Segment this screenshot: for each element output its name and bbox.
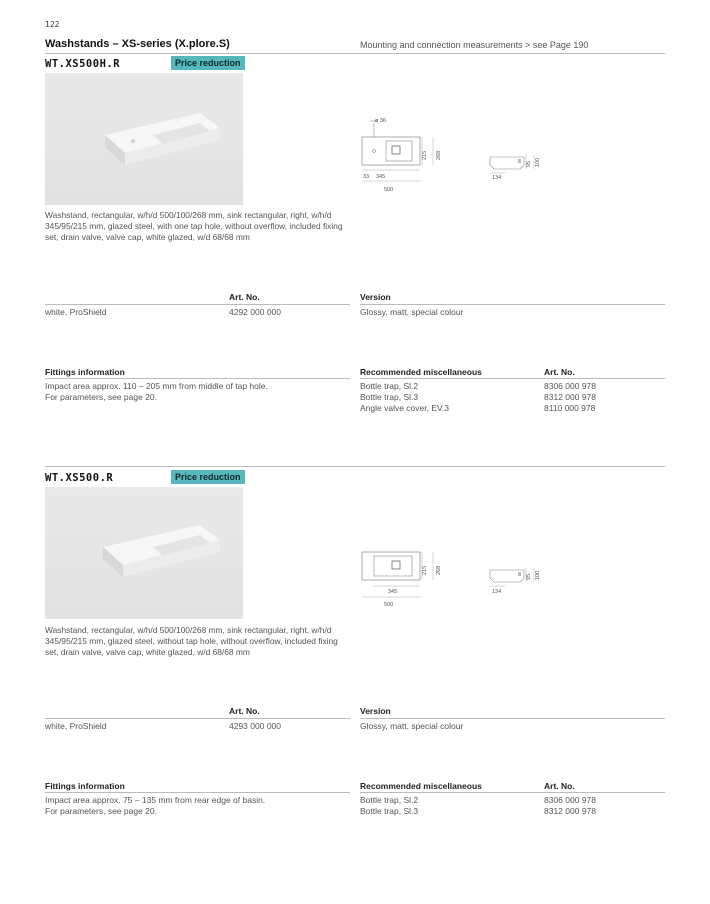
misc-art-header: Art. No. — [544, 781, 575, 791]
version-header: Version — [360, 292, 391, 302]
table-divider — [45, 718, 350, 719]
art-no-value: 4292 000 000 — [229, 307, 281, 317]
misc-item-art: 8306 000 978 — [544, 381, 596, 391]
header-divider — [45, 53, 665, 54]
fittings-line: Impact area approx. 75 – 135 mm from rear edge of basin. — [45, 795, 266, 805]
misc-art-header: Art. No. — [544, 367, 575, 377]
fittings-header: Fittings information — [45, 781, 125, 791]
misc-header: Recommended miscellaneous — [360, 781, 482, 791]
price-reduction-badge: Price reduction — [171, 56, 245, 70]
product-photo — [45, 73, 243, 205]
art-no-header: Art. No. — [229, 706, 260, 716]
misc-item-name: Bottle trap, Sl.3 — [360, 392, 419, 402]
fittings-header: Fittings information — [45, 367, 125, 377]
dim-sink-width: 345 — [388, 589, 398, 595]
product-code: WT.XS500.R — [45, 472, 114, 484]
variant-label: white, ProShield — [45, 307, 107, 317]
table-divider — [360, 792, 665, 793]
version-value: Glossy, matt, special colour — [360, 307, 464, 317]
mounting-reference: Mounting and connection measurements > see Page 190 — [360, 40, 589, 50]
misc-header: Recommended miscellaneous — [360, 367, 482, 377]
table-divider — [45, 792, 350, 793]
misc-item-name: Angle valve cover, EV.3 — [360, 403, 449, 413]
dim-total-width: 500 — [384, 187, 394, 193]
dim-sink-depth: 215 — [422, 150, 428, 160]
fittings-line: Impact area approx. 110 – 205 mm from middle of tap hole. — [45, 381, 268, 391]
dim-side-width: 134 — [492, 589, 502, 595]
table-divider — [360, 378, 665, 379]
product-code: WT.XS500H.R — [45, 58, 121, 70]
misc-item-name: Bottle trap, Sl.2 — [360, 795, 419, 805]
fittings-line: For parameters, see page 20. — [45, 392, 157, 402]
section-divider — [45, 466, 665, 467]
product-description: Washstand, rectangular, w/h/d 500/100/268 mm, sink rectangular, right, w/h/d 345/95/215 mm, glazed steel, without tap hole, without overflow, included fixing set, drain valve, valve cap, white glazed, w/d 68/68 mm — [45, 625, 338, 657]
table-divider — [45, 304, 350, 305]
dim-total-depth: 268 — [436, 150, 442, 160]
dim-offset: 33 — [363, 174, 370, 180]
product-description: Washstand, rectangular, w/h/d 500/100/268 mm, sink rectangular, right, w/h/d 345/95/215 mm, glazed steel, with one tap hole, without overflow, included fixing set, drain valve, valve cap, white glazed, w/d 68/68 mm — [45, 210, 343, 242]
misc-item-art: 8312 000 978 — [544, 806, 596, 816]
fittings-line: For parameters, see page 20. — [45, 806, 157, 816]
dimension-drawing — [358, 548, 558, 614]
dim-side-width: 134 — [492, 175, 502, 181]
dim-sink-depth: 215 — [422, 565, 428, 575]
dim-tap-hole: ø 36 — [375, 118, 387, 124]
table-divider — [45, 378, 350, 379]
misc-item-art: 8110 000 978 — [544, 403, 596, 413]
misc-item-art: 8306 000 978 — [544, 795, 596, 805]
price-reduction-badge: Price reduction — [171, 470, 245, 484]
table-divider — [360, 304, 665, 305]
page-title: Washstands – XS-series (X.plore.S) — [45, 38, 230, 50]
product-photo — [45, 487, 243, 619]
misc-item-name: Bottle trap, Sl.3 — [360, 806, 419, 816]
variant-label: white, ProShield — [45, 721, 107, 731]
misc-item-art: 8312 000 978 — [544, 392, 596, 402]
dim-total-height: 100 — [535, 570, 541, 580]
dim-total-width: 500 — [384, 602, 394, 608]
dim-sink-height: 95 — [526, 573, 532, 580]
dimension-drawing — [358, 115, 558, 197]
dim-total-height: 100 — [535, 157, 541, 167]
page-number: 122 — [45, 20, 60, 29]
dim-total-depth: 268 — [436, 565, 442, 575]
table-divider — [360, 718, 665, 719]
version-header: Version — [360, 706, 391, 716]
art-no-header: Art. No. — [229, 292, 260, 302]
art-no-value: 4293 000 000 — [229, 721, 281, 731]
misc-item-name: Bottle trap, Sl.2 — [360, 381, 419, 391]
dim-sink-width: 345 — [376, 174, 386, 180]
dim-sink-height: 95 — [526, 160, 532, 167]
version-value: Glossy, matt, special colour — [360, 721, 464, 731]
